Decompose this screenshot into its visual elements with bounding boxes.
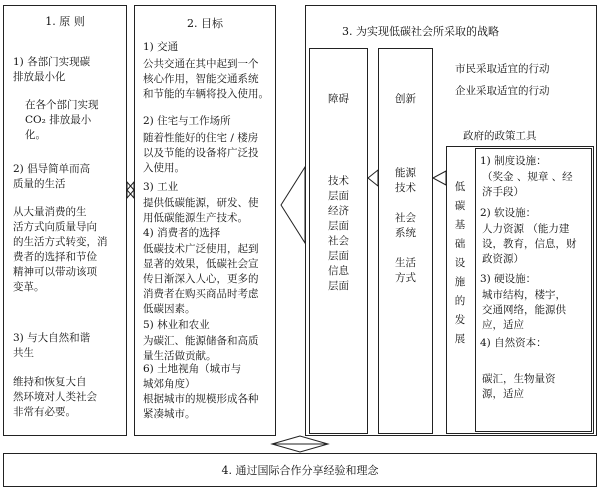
goal-2-body: 随着性能好的住宅 / 楼房 以及节能的设备将广泛投 入使用。 xyxy=(143,132,259,174)
goal-5-heading: 5) 林业和农业 xyxy=(143,319,210,331)
strategy-title: 3. 为实现低碳社会所采取的战略 xyxy=(342,25,499,38)
principle-3-body: 维持和恢复大自 然环境对人类社会 非常有必要。 xyxy=(13,376,97,418)
infrastructure-4-body: 碳汇，生物量资 源，适应 xyxy=(482,373,556,400)
goal-4-body: 低碳技术广泛使用，起到 显著的效果，低碳社会宣 传日渐深入人心，更多的 消费者在购买商品时考虑 低碳因素。 xyxy=(143,243,259,315)
goal-3-body: 提供低碳能源，研发、使 用低碳能源生产技术。 xyxy=(143,197,259,224)
arrow-strategy-to-goals xyxy=(281,167,305,243)
infrastructure-1-body: （奖金 、规章 、经 济手段） xyxy=(482,171,573,198)
infrastructure-3-heading: 3) 硬设施： xyxy=(480,273,537,285)
goal-6-heading: 6) 土地视角（城市与 城郊角度） xyxy=(143,363,242,390)
principle-2-body: 从大量消费的生 活方式向质量导向 的生活方式转变，消 费者的选择和节俭 精神可以带动该项 变革。 xyxy=(13,206,108,293)
infrastructure-label: 低 碳 基 础 设 施 的 发 展 xyxy=(454,181,466,345)
citizen-action: 市民采取适宜的行动 xyxy=(455,63,550,75)
infrastructure-3-body: 城市结构，楼宇， 交通网络，能源供 应，适应 xyxy=(482,289,566,331)
infrastructure-1-heading: 1) 制度设施： xyxy=(480,155,547,167)
enterprise-action: 企业采取适宜的行动 xyxy=(455,85,550,97)
infrastructure-2-heading: 2) 软设施： xyxy=(480,207,537,219)
barriers-items: 技术 层面 经济 层面 社会 层面 信息 层面 xyxy=(328,175,349,292)
arrow-barriers-innovation xyxy=(368,170,378,186)
goal-1-body: 公共交通在其中起到一个 核心作用，智能交通系统 和节能的车辆将投入使用。 xyxy=(143,58,269,100)
footer-label: 4. 通过国际合作分享经验和理念 xyxy=(221,464,379,477)
barriers-title: 障碍 xyxy=(328,93,349,105)
arrow-principles-goals xyxy=(127,182,134,198)
principle-2-heading: 2) 倡导简单而高 质量的生活 xyxy=(13,163,91,190)
infrastructure-4-heading: 4) 自然资本： xyxy=(480,337,547,349)
goal-1-heading: 1) 交通 xyxy=(143,41,179,53)
goal-6-body: 根据城市的规模形成各种 紧凑城市。 xyxy=(143,393,259,420)
innovation-items: 能源 技术 社会 系统 生活 方式 xyxy=(395,167,416,284)
goals-title: 2. 目标 xyxy=(187,17,223,30)
goal-5-body: 为碳汇、能源储备和高质 量生活做贡献。 xyxy=(143,335,259,362)
principles-title: 1. 原 则 xyxy=(45,15,85,28)
arrow-innovation-infrastructure xyxy=(433,171,446,185)
principle-1-body: 在各个部门实现 CO₂ 排放最小 化。 xyxy=(25,99,99,141)
principle-1-heading: 1) 各部门实现碳 排放最小化 xyxy=(13,56,91,83)
principle-3-heading: 3) 与大自然和谐 共生 xyxy=(13,332,91,359)
goal-3-heading: 3) 工业 xyxy=(143,181,179,193)
innovation-title: 创新 xyxy=(395,93,416,105)
goal-2-heading: 2) 住宅与工作场所 xyxy=(143,115,231,127)
infrastructure-2-body: 人力资源 （能力建 设，教育，信息，财 政资源） xyxy=(482,223,577,265)
goal-4-heading: 4) 消费者的选择 xyxy=(143,227,221,239)
government-policy-tools: 政府的政策工具 xyxy=(463,130,537,142)
